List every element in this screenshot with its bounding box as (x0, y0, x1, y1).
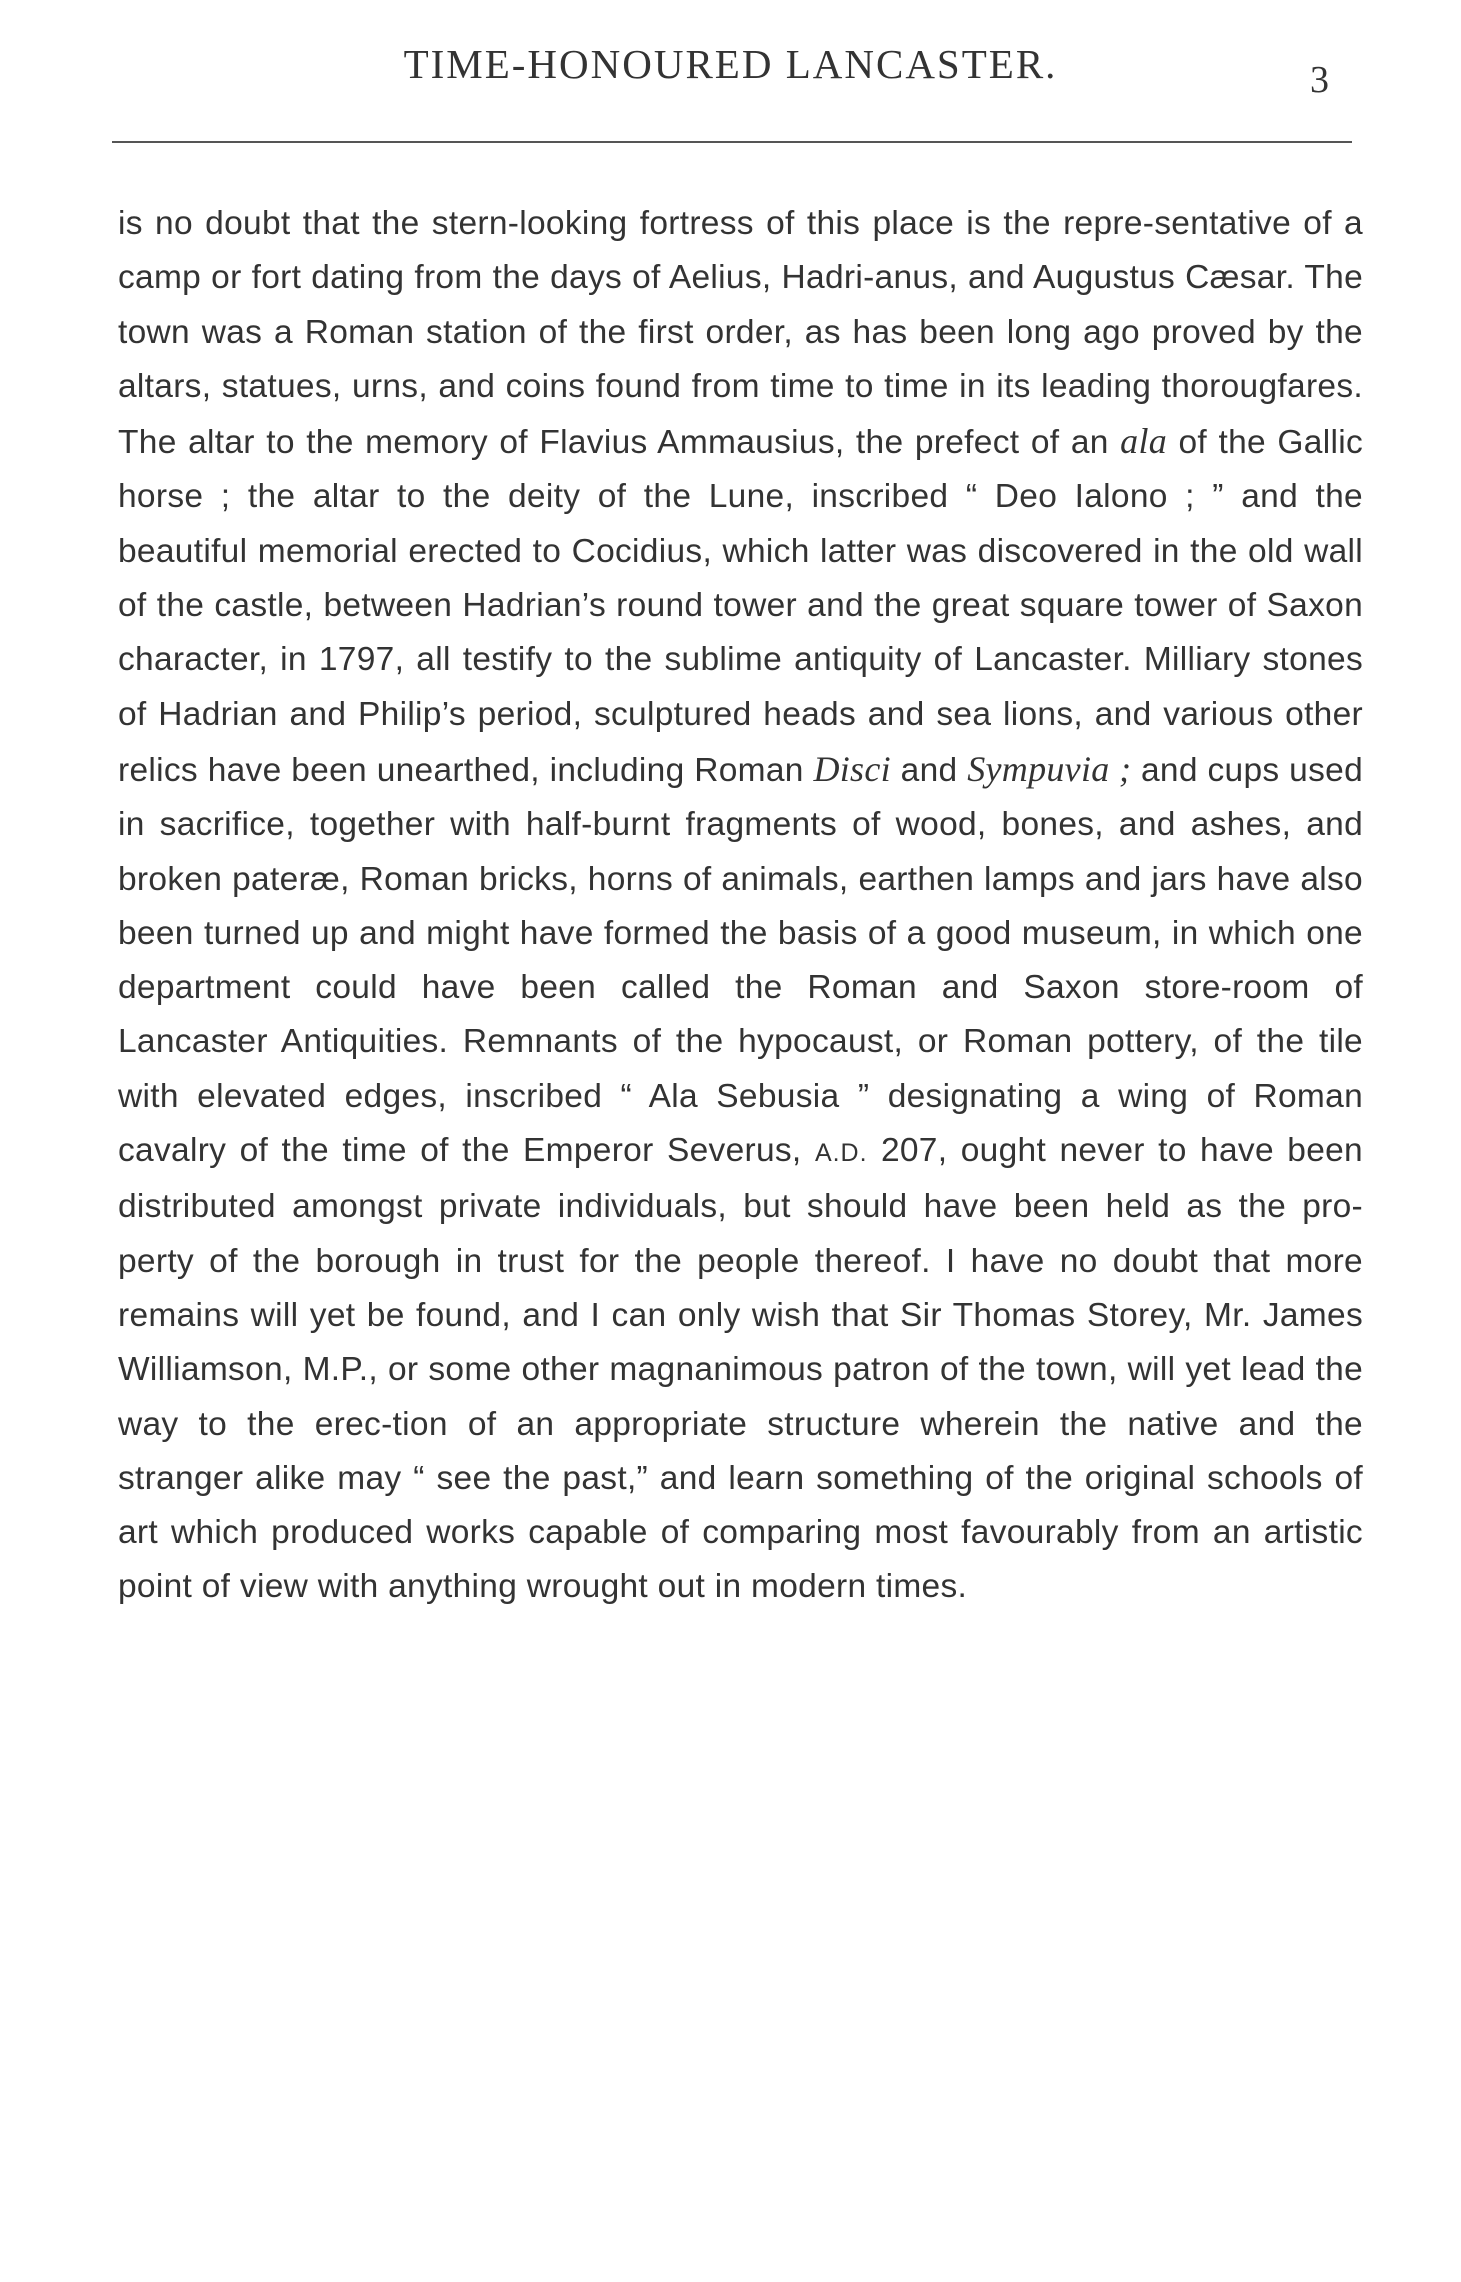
italic-ala: ala (1120, 421, 1168, 462)
body-text (118, 197, 1363, 1615)
text-run-2: of the Gallic horse ; the altar to the deity of the Lune, inscribed “ Deo Ialono ; ” and the beautiful memorial erected to Cocidius, which latter was discovered in the old wall of the castle, between Hadrian’s round tower and the great square tower of Saxon character, in 1797, all testify to the sublime antiquity of Lancaster. Milliary stones of Hadrian and Philip’s period, sculptured heads and sea lions, and various other relics have been unearthed, including Roman (118, 424, 1363, 789)
text-run-4: and cups used in sacrifice, together with half-burnt fragments of wood, bones, and ashes, and broken pateræ, Roman bricks, horns of animals, earthen lamps and jars have also been turned up and might have formed the basis of a good museum, in which one department could have been called the Roman and Saxon store-room of Lancaster Antiquities. Remnants of the hypocaust, or Roman pottery, of the tile with elevated edges, inscribed “ Ala Sebusia ” designating a wing of Roman cavalry of the time of the Emperor Severus, (118, 751, 1363, 1170)
running-title: TIME-HONOURED LANCASTER. (403, 41, 1058, 87)
header-rule (112, 141, 1352, 143)
italic-sympuvia: Sympuvia ; (967, 748, 1132, 789)
page-number: 3 (1310, 59, 1329, 101)
paragraph (118, 197, 1363, 1615)
text-run-5: 207, ought never to have been distributed amongst private individuals, but should have been held as the pro-perty of the borough in trust for the people thereof. I have no doubt that more remains will yet be found, and I can only wish that Sir Thomas Storey, Mr. James Williamson, M.P., or some other magnanimous patron of the town, will yet lead the way to the erec-tion of an appropriate structure wherein the native and the stranger alike may “ see the past,” and learn something of the original schools of art which produced works capable of comparing most favourably from an artistic point of view with anything wrought out in modern times. (118, 1132, 1363, 1606)
text-run-1: is no doubt that the stern-looking fortress of this place is the repre-sentative of a camp or fort dating from the days of Aelius, Hadri-anus, and Augustus Cæsar. The town was a Roman station of the first order, as has been long ago proved by the altars, statues, urns, and coins found from time to time in its leading thorougfares. The altar to the memory of Flavius Ammausius, the prefect of an (118, 205, 1363, 462)
small-caps-ad: A.D. (814, 1139, 868, 1168)
text-run-3: and (890, 751, 968, 789)
italic-disci: Disci (813, 748, 891, 789)
